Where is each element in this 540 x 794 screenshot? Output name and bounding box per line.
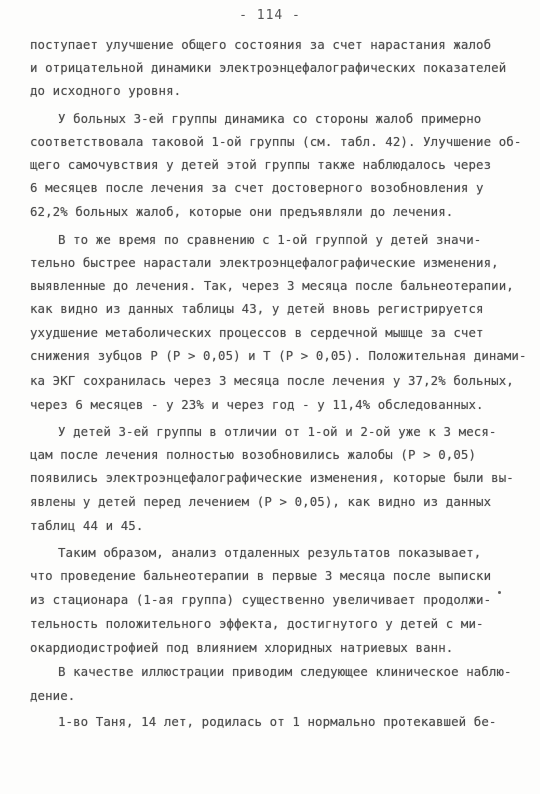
text-line: снижения зубцов Р (Р > 0,05) и Т (Р > 0,05). Положительная динами- [30,349,527,363]
text-line: что проведение бальнеотерапии в первые 3 месяца после выписки [30,568,492,583]
text-line: ухудшение метаболических процессов в сердечной мышце за счет [30,325,484,340]
text-line: ка ЭКГ сохранилась через 3 месяца после лечения у 37,2% больных, [30,373,514,388]
text-line: выявленные до лечения. Так, через 3 месяца после бальнеотерапии, [30,278,514,293]
page-number: - 114 - [239,8,301,23]
text-line: У больных 3-ей группы динамика со стороны жалоб примерно [58,111,482,126]
text-line: через 6 месяцев - у 23% и через год - у 11,4% обследованных. [30,397,484,412]
text-line: явлены у детей перед лечением (Р > 0,05), как видно из данных [30,494,492,509]
margin-mark [498,591,501,594]
text-line: цам после лечения полностью возобновились жалобы (Р > 0,05) [30,447,477,462]
text-line: появились электроэнцефалографические изменения, которые были вы- [30,470,514,485]
text-line: У детей 3-ей группы в отличии от 1-ой и 2-ой уже к 3 меся- [58,424,497,439]
text-line: 62,2% больных жалоб, которые они предъявляли до лечения. [30,204,454,219]
text-line: В качестве иллюстрации приводим следующее клиническое наблю- [58,664,512,679]
text-line: 1-во Таня, 14 лет, родилась от 1 нормально протекавшей бе- [58,714,497,729]
text-line: до исходного уровня. [30,83,182,98]
text-line: окардиодистрофией под влиянием хлоридных натриевых ванн. [30,640,454,655]
text-line: и отрицательной динамики электроэнцефалографических показателей [30,60,507,75]
text-line: дение. [30,688,76,703]
text-line: из стационара (1-ая группа) существенно увеличивает продолжи- [30,592,492,607]
text-line: В то же время по сравнению с 1-ой группой у детей значи- [58,232,482,247]
text-line: соответствовала таковой 1-ой группы (см. табл. 42). Улучшение об- [30,134,522,149]
text-line: тельно быстрее нарастали электроэнцефалографические изменения, [30,255,499,270]
text-line: 6 месяцев после лечения за счет достоверного возобновления у [30,180,484,195]
text-line: как видно из данных таблицы 43, у детей вновь регистрируется [30,301,484,316]
text-line: поступает улучшение общего состояния за счет нарастания жалоб [30,37,492,52]
text-line: таблиц 44 и 45. [30,518,144,533]
text-line: щего самочувствия у детей этой группы также наблюдалось через [30,157,492,172]
text-line: Таким образом, анализ отдаленных результатов показывает, [58,545,482,560]
text-line: тельность положительного эффекта, достигнутого у детей с ми- [30,616,484,631]
